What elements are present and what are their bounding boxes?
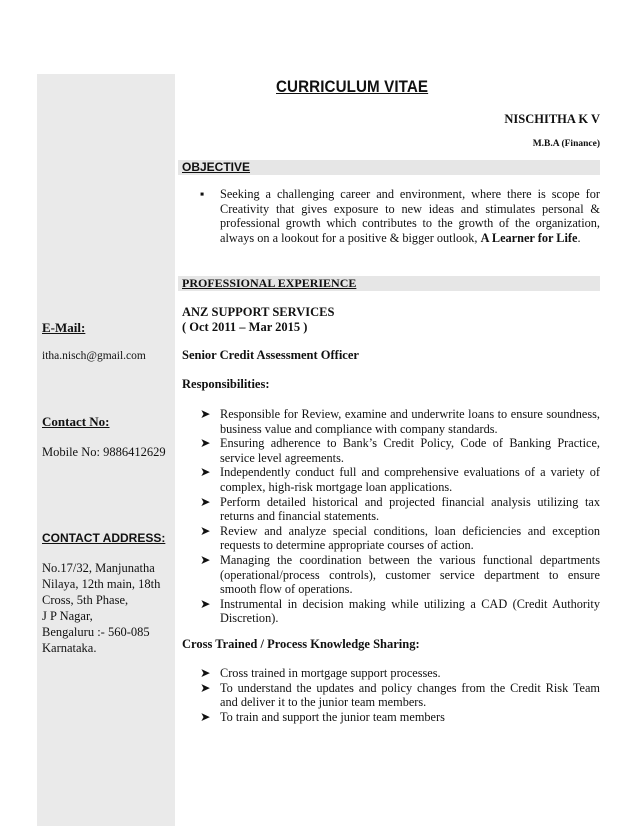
list-item-text: Ensuring adherence to Bank’s Credit Policy, Code of Banking Practice, service level agreements. — [220, 436, 600, 465]
objective-heading: OBJECTIVE — [178, 160, 600, 175]
list-item-text: To understand the updates and policy changes from the Credit Risk Team and deliver it to the junior team members. — [220, 680, 600, 710]
mobile-value: Mobile No: 9886412629 — [42, 445, 166, 459]
arrow-bullet-icon: ➤ — [200, 666, 211, 680]
arrow-bullet-icon: ➤ — [200, 407, 211, 421]
address-line: Karnataka. — [42, 641, 97, 655]
list-item — [200, 465, 600, 494]
list-item-text: Managing the coordination between the various functional departments (operational/process controls), customer service department to ensure smooth flow of operations. — [220, 552, 600, 597]
employment-period: ( Oct 2011 – Mar 2015 ) — [182, 320, 308, 334]
list-item-text: To train and support the junior team members — [220, 709, 445, 724]
email-value: itha.nisch@gmail.com — [42, 350, 146, 362]
arrow-bullet-icon: ➤ — [200, 494, 211, 509]
email-section — [42, 320, 172, 364]
arrow-bullet-icon: ➤ — [200, 709, 211, 724]
address-line: No.17/32, Manjunatha — [42, 561, 155, 575]
candidate-name: NISCHITHA K V — [504, 112, 600, 126]
arrow-bullet-icon: ➤ — [200, 680, 211, 695]
candidate-degree: M.B.A (Finance) — [532, 139, 600, 149]
job-role: Senior Credit Assessment Officer — [182, 348, 359, 362]
list-item — [200, 597, 600, 626]
experience-heading: PROFESSIONAL EXPERIENCE — [178, 276, 600, 291]
address-line: Nilaya, 12th main, 18th — [42, 577, 161, 591]
list-item — [200, 407, 600, 436]
address-line: Cross, 5th Phase, — [42, 593, 129, 607]
address-section — [42, 530, 172, 656]
address-heading: CONTACT ADDRESS: — [42, 531, 166, 545]
document-title: CURRICULUM VITAE — [276, 78, 429, 96]
objective-list — [200, 187, 600, 245]
list-item-text: Independently conduct full and comprehensive evaluations of a variety of complex, high-risk mortgage loan applications. — [220, 465, 600, 494]
arrow-bullet-icon: ➤ — [200, 523, 211, 538]
objective-text: Seeking a challenging career and environment, where there is scope for Creativity that gives exposure to new ideas and stimulates personal & professional growth which contributes to the growth of the organization, always on a lookout for a positive & bigger outlook, — [220, 187, 600, 245]
list-item-text: Review and analyze special conditions, loan deficiencies and exception requests to determine appropriate courses of action. — [220, 523, 600, 553]
list-item-text: Perform detailed historical and projected financial analysis utilizing tax returns and financial statements. — [220, 494, 600, 524]
arrow-bullet-icon: ➤ — [200, 436, 211, 451]
square-bullet-icon: ▪ — [200, 187, 205, 201]
email-heading: E-Mail: — [42, 320, 86, 335]
cross-trained-list — [200, 666, 600, 724]
contact-heading: Contact No: — [42, 414, 110, 429]
cross-trained-heading: Cross Trained / Process Knowledge Sharing: — [182, 637, 420, 651]
address-lines — [42, 560, 172, 656]
list-item — [200, 553, 600, 597]
responsibilities-heading: Responsibilities: — [182, 377, 270, 391]
list-item — [200, 710, 600, 725]
company-name: ANZ SUPPORT SERVICES — [182, 305, 335, 319]
list-item — [200, 681, 600, 710]
list-item — [200, 495, 600, 524]
responsibilities-list — [200, 407, 600, 626]
arrow-bullet-icon: ➤ — [200, 465, 211, 480]
arrow-bullet-icon: ➤ — [200, 596, 211, 611]
list-item — [200, 666, 600, 681]
list-item-text: Instrumental in decision making while utilizing a CAD (Credit Authority Discretion). — [220, 596, 600, 626]
address-line: J P Nagar, — [42, 609, 93, 623]
objective-item — [200, 187, 600, 245]
address-line: Bengaluru :- 560-085 — [42, 625, 150, 639]
contact-section — [42, 414, 172, 460]
arrow-bullet-icon: ➤ — [200, 552, 211, 567]
list-item-text: Cross trained in mortgage support processes. — [220, 666, 441, 680]
objective-emphasis: A Learner for Life — [480, 230, 578, 245]
list-item — [200, 436, 600, 465]
objective-end: . — [577, 230, 581, 245]
list-item — [200, 524, 600, 553]
list-item-text: Responsible for Review, examine and underwrite loans to ensure soundness, business value and compliance with company standards. — [220, 407, 600, 436]
